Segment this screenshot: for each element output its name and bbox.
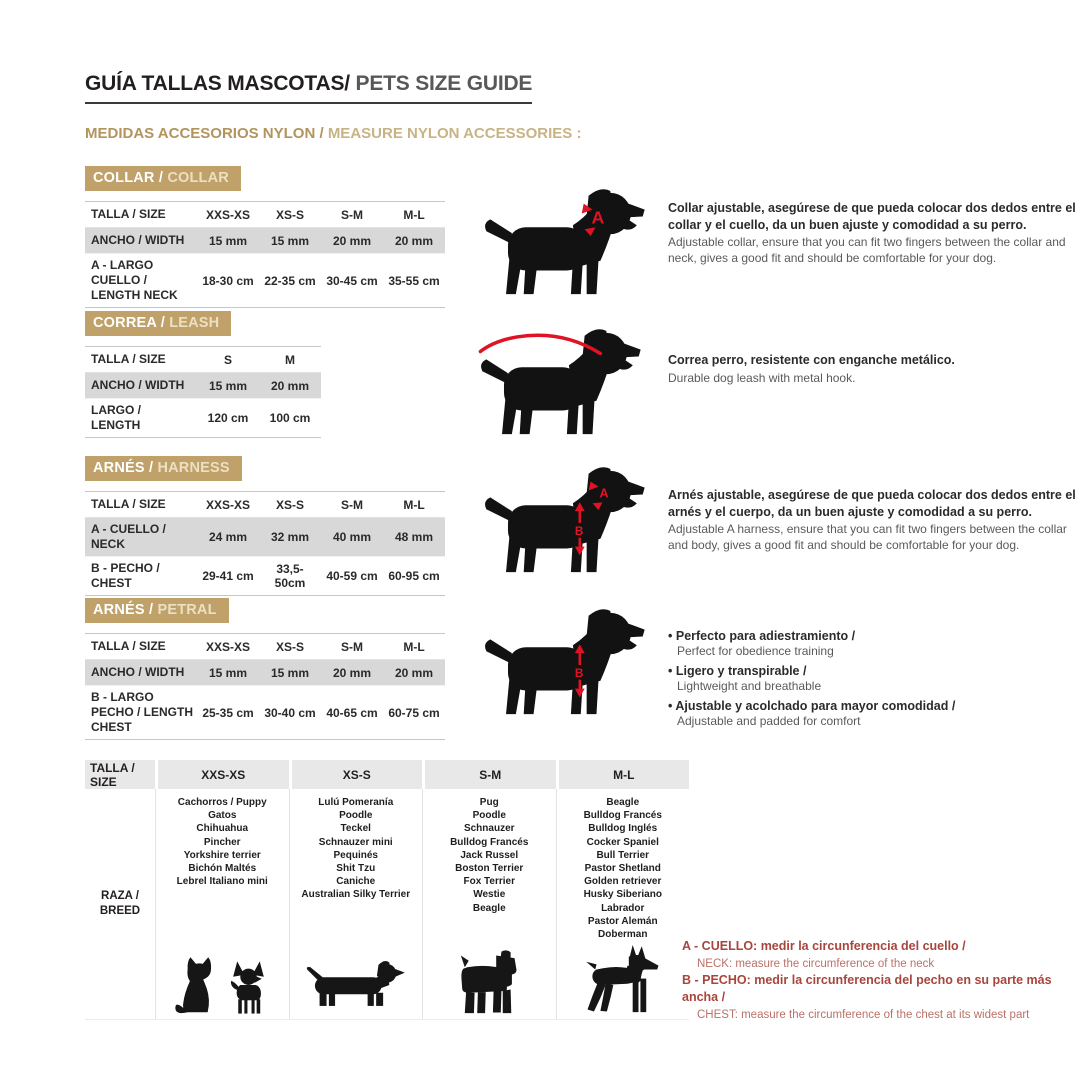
breed-name: Labrador — [601, 902, 645, 914]
breed-name: Golden retriever — [584, 876, 662, 888]
section-harness — [85, 456, 505, 596]
breed-name: Pincher — [203, 836, 241, 848]
section-banner — [85, 166, 241, 191]
breed-name: Boston Terrier — [455, 863, 524, 875]
feature-bullet-es: • Ligero y transpirable / — [668, 663, 1078, 679]
breed-name: Schnauzer — [463, 823, 515, 835]
breed-name: Lulú Pomeranía — [318, 797, 394, 808]
leash-size-table-wrap — [85, 346, 505, 438]
dachshund-silhouette-icon — [305, 954, 407, 1016]
size-table-row — [85, 228, 445, 254]
cell-value: 20 mm — [321, 228, 383, 254]
breed-list — [584, 796, 662, 941]
svg-text:A: A — [591, 207, 605, 228]
breed-name: Bulldog Inglés — [588, 823, 658, 835]
breed-name: Husky Siberiano — [583, 889, 662, 901]
dog-petral-illustration — [482, 604, 650, 722]
feature-bullet — [668, 628, 1078, 660]
page-subtitle-en: MEASURE NYLON ACCESSORIES : — [327, 125, 582, 142]
breed-name: Jack Russel — [460, 849, 519, 861]
banner-label-en: LEASH — [169, 315, 220, 331]
cell-value: 15 mm — [197, 660, 259, 686]
cell-value: 18-30 cm — [197, 254, 259, 308]
breed-name: Cachorros / Puppy — [177, 797, 267, 808]
section-collar — [85, 166, 505, 308]
cell-value: 40-65 cm — [321, 686, 383, 740]
column-header: XS-S — [259, 634, 321, 660]
column-header: S-M — [321, 202, 383, 228]
banner-label-es: CORREA / — [93, 315, 165, 331]
breed-column-xs-s — [289, 789, 423, 1019]
size-table-row — [85, 557, 445, 596]
cell-value: 40-59 cm — [321, 557, 383, 596]
doberman-silhouette-icon — [581, 945, 665, 1016]
breed-column-m-l — [556, 789, 690, 1019]
row-label: ANCHO / WIDTH — [85, 373, 197, 399]
measuring-note-es: A - CUELLO: medir la circunferencia del cuello / — [682, 939, 966, 953]
breed-name: Fox Terrier — [463, 876, 515, 888]
breed-table — [85, 760, 689, 1020]
row-label: A - LARGO CUELLO / LENGTH NECK — [85, 254, 197, 308]
cell-value: 100 cm — [259, 399, 321, 438]
cell-value: 60-75 cm — [383, 686, 445, 740]
cell-value: 20 mm — [259, 373, 321, 399]
cell-value: 15 mm — [259, 660, 321, 686]
column-header: XXS-XS — [197, 492, 259, 518]
size-table-header-row — [85, 492, 445, 518]
section-leash — [85, 311, 505, 438]
cell-value: 25-35 cm — [197, 686, 259, 740]
column-header: TALLA / SIZE — [85, 492, 197, 518]
cell-value: 30-45 cm — [321, 254, 383, 308]
measuring-note — [682, 972, 1080, 1023]
size-table-row — [85, 518, 445, 557]
row-label: A - CUELLO / NECK — [85, 518, 197, 557]
breed-name: Lebrel Italiano mini — [176, 876, 268, 888]
column-header: M-L — [383, 492, 445, 518]
petral-bullets — [668, 628, 1078, 733]
section-banner — [85, 456, 242, 481]
breed-name: Bulldog Francés — [583, 810, 662, 822]
breed-name: Poodle — [339, 810, 373, 822]
banner-label-es: ARNÉS / — [93, 460, 154, 476]
breed-name: Pug — [479, 797, 499, 808]
page-title-en: PETS SIZE GUIDE — [349, 72, 533, 95]
size-table — [85, 633, 445, 740]
column-header: XXS-XS — [197, 634, 259, 660]
dog-leash-illustration — [478, 324, 646, 442]
row-label: LARGO / LENGTH — [85, 399, 197, 438]
page-title-es: GUÍA TALLAS MASCOTAS/ — [85, 72, 350, 95]
breed-column-header: XS-S — [292, 760, 423, 789]
cell-value: 32 mm — [259, 518, 321, 557]
animal-silhouettes — [581, 941, 665, 1016]
breed-table-body — [85, 789, 689, 1020]
measuring-note-en: NECK: measure the circumference of the neck — [697, 957, 935, 970]
row-label: B - LARGO PECHO / LENGTH CHEST — [85, 686, 197, 740]
column-header: M-L — [383, 202, 445, 228]
breed-name: Pastor Alemán — [587, 915, 658, 927]
column-header: S-M — [321, 634, 383, 660]
feature-bullet-es: • Ajustable y acolchado para mayor comodidad / — [668, 698, 1078, 714]
cell-value: 33,5-50cm — [259, 557, 321, 596]
breed-name: Poodle — [472, 810, 506, 822]
breed-name: Beagle — [472, 902, 506, 914]
measuring-note — [682, 938, 1080, 972]
petral-dog-figure — [482, 604, 650, 727]
svg-text:A: A — [599, 485, 609, 501]
page-title — [85, 72, 532, 104]
collar-dog-figure — [482, 184, 650, 307]
feature-bullet-en: Lightweight and breathable — [677, 679, 822, 694]
column-header: TALLA / SIZE — [85, 634, 197, 660]
breed-name: Caniche — [336, 876, 376, 888]
harness-dog-figure — [482, 462, 650, 585]
banner-label-es: COLLAR / — [93, 170, 164, 186]
cat-silhouette-icon — [171, 954, 221, 1016]
dog-harness-illustration — [482, 462, 650, 580]
feature-bullet — [668, 663, 1078, 695]
size-table — [85, 346, 321, 438]
breed-name: Gatos — [208, 810, 237, 822]
column-header: XS-S — [259, 492, 321, 518]
section-banner — [85, 311, 231, 336]
breed-name: Bulldog Francés — [450, 836, 529, 848]
breed-column-header: TALLA / SIZE — [85, 760, 155, 789]
banner-label-es: ARNÉS / — [93, 602, 154, 618]
column-header: M — [259, 347, 321, 373]
column-header: TALLA / SIZE — [85, 202, 197, 228]
cell-value: 60-95 cm — [383, 557, 445, 596]
row-label: ANCHO / WIDTH — [85, 228, 197, 254]
breed-name: Pastor Shetland — [584, 863, 661, 875]
size-table-row — [85, 254, 445, 308]
breed-row-label: RAZA / BREED — [99, 890, 141, 918]
cell-value: 30-40 cm — [259, 686, 321, 740]
breed-name: Australian Silky Terrier — [301, 889, 411, 901]
breed-name: Bull Terrier — [596, 849, 650, 861]
banner-label-en: HARNESS — [157, 460, 230, 476]
column-header: XS-S — [259, 202, 321, 228]
cell-value: 20 mm — [321, 660, 383, 686]
cell-value: 24 mm — [197, 518, 259, 557]
page-subtitle-es: MEDIDAS ACCESORIOS NYLON / — [85, 125, 328, 142]
breed-column-header: S-M — [425, 760, 556, 789]
measuring-note-es: B - PECHO: medir la circunferencia del pecho en su parte más ancha / — [682, 972, 1052, 1005]
harness-desc-es: Arnés ajustable, asegúrese de que pueda colocar dos dedos entre el arnés y el cuerpo, da un buen ajuste y comodidad a su perro. — [668, 488, 1076, 519]
cell-value: 20 mm — [383, 228, 445, 254]
cell-value: 40 mm — [321, 518, 383, 557]
size-table-header-row — [85, 634, 445, 660]
breed-name: Shit Tzu — [336, 863, 376, 875]
breed-list — [177, 796, 268, 888]
breed-name: Bichón Maltés — [188, 863, 257, 875]
leash-description — [668, 352, 1078, 386]
size-table-header-row — [85, 347, 321, 373]
cell-value: 48 mm — [383, 518, 445, 557]
cell-value: 120 cm — [197, 399, 259, 438]
size-table-row — [85, 686, 445, 740]
row-label: ANCHO / WIDTH — [85, 660, 197, 686]
collar-desc-en: Adjustable collar, ensure that you can fit two fingers between the collar and neck, gives a good fit and should be comfortable for your dog. — [668, 235, 1066, 266]
breed-column-header: M-L — [559, 760, 690, 789]
measuring-note-en: CHEST: measure the circumference of the chest at its widest part — [697, 1008, 1030, 1021]
harness-desc-en: Adjustable A harness, ensure that you can fit two fingers between the collar and body, gives a good fit and should be comfortable for your dog. — [668, 522, 1067, 553]
column-header: TALLA / SIZE — [85, 347, 197, 373]
breed-column-s-m — [422, 789, 556, 1019]
feature-bullet-en: Perfect for obedience training — [677, 644, 834, 659]
breed-list — [450, 796, 528, 915]
cell-value: 15 mm — [197, 373, 259, 399]
breed-name: Schnauzer mini — [318, 836, 393, 848]
chihuahua-silhouette-icon — [227, 959, 273, 1016]
size-table-row — [85, 399, 321, 438]
breed-table-header — [85, 760, 689, 789]
measuring-notes — [682, 938, 1080, 1023]
section-petral — [85, 598, 505, 740]
dog-collar-illustration — [482, 184, 650, 302]
banner-label-en: PETRAL — [157, 602, 217, 618]
cell-value: 29-41 cm — [197, 557, 259, 596]
banner-label-en: COLLAR — [167, 170, 229, 186]
breed-column-header: XXS-XS — [158, 760, 289, 789]
column-header: XXS-XS — [197, 202, 259, 228]
cell-value: 22-35 cm — [259, 254, 321, 308]
harness-description — [668, 487, 1078, 554]
breed-name: Teckel — [340, 823, 371, 835]
leash-desc-en: Durable dog leash with metal hook. — [668, 370, 856, 385]
section-banner — [85, 598, 229, 623]
feature-bullet-es: • Perfecto para adiestramiento / — [668, 628, 1078, 644]
feature-bullet — [668, 698, 1078, 730]
size-table-row — [85, 660, 445, 686]
column-header: M-L — [383, 634, 445, 660]
animal-silhouettes — [453, 946, 525, 1016]
row-label: B - PECHO / CHEST — [85, 557, 197, 596]
collar-description — [668, 200, 1078, 267]
svg-text:B: B — [574, 665, 584, 680]
breed-name: Beagle — [606, 797, 640, 808]
size-table-header-row — [85, 202, 445, 228]
breed-name: Yorkshire terrier — [183, 849, 261, 861]
cell-value: 15 mm — [197, 228, 259, 254]
breed-name: Westie — [473, 889, 506, 901]
cell-value: 20 mm — [383, 660, 445, 686]
breed-list — [301, 796, 410, 902]
leash-dog-figure — [478, 324, 646, 447]
size-table-row — [85, 373, 321, 399]
page-subtitle — [85, 125, 581, 142]
petral-size-table-wrap — [85, 633, 505, 740]
breed-name: Doberman — [598, 929, 648, 941]
animal-silhouettes — [305, 950, 407, 1016]
size-table — [85, 491, 445, 596]
svg-text:B: B — [574, 523, 584, 538]
collar-desc-es: Collar ajustable, asegúrese de que pueda colocar dos dedos entre el collar y el cuello, da un buen ajuste y comodidad a su perro. — [668, 201, 1076, 232]
column-header: S-M — [321, 492, 383, 518]
size-table — [85, 201, 445, 308]
leash-desc-es: Correa perro, resistente con enganche metálico. — [668, 353, 955, 367]
breed-name: Cocker Spaniel — [586, 836, 659, 848]
breed-column-xxs-xs — [155, 789, 289, 1019]
breed-name: Pequinés — [333, 849, 378, 861]
cell-value: 35-55 cm — [383, 254, 445, 308]
cell-value: 15 mm — [259, 228, 321, 254]
animal-silhouettes — [171, 950, 273, 1016]
harness-size-table-wrap — [85, 491, 505, 596]
breed-name: Chihuahua — [196, 823, 249, 835]
collar-size-table-wrap — [85, 201, 505, 308]
feature-bullet-en: Adjustable and padded for comfort — [677, 713, 861, 728]
column-header: S — [197, 347, 259, 373]
schnauzer-silhouette-icon — [453, 950, 525, 1016]
